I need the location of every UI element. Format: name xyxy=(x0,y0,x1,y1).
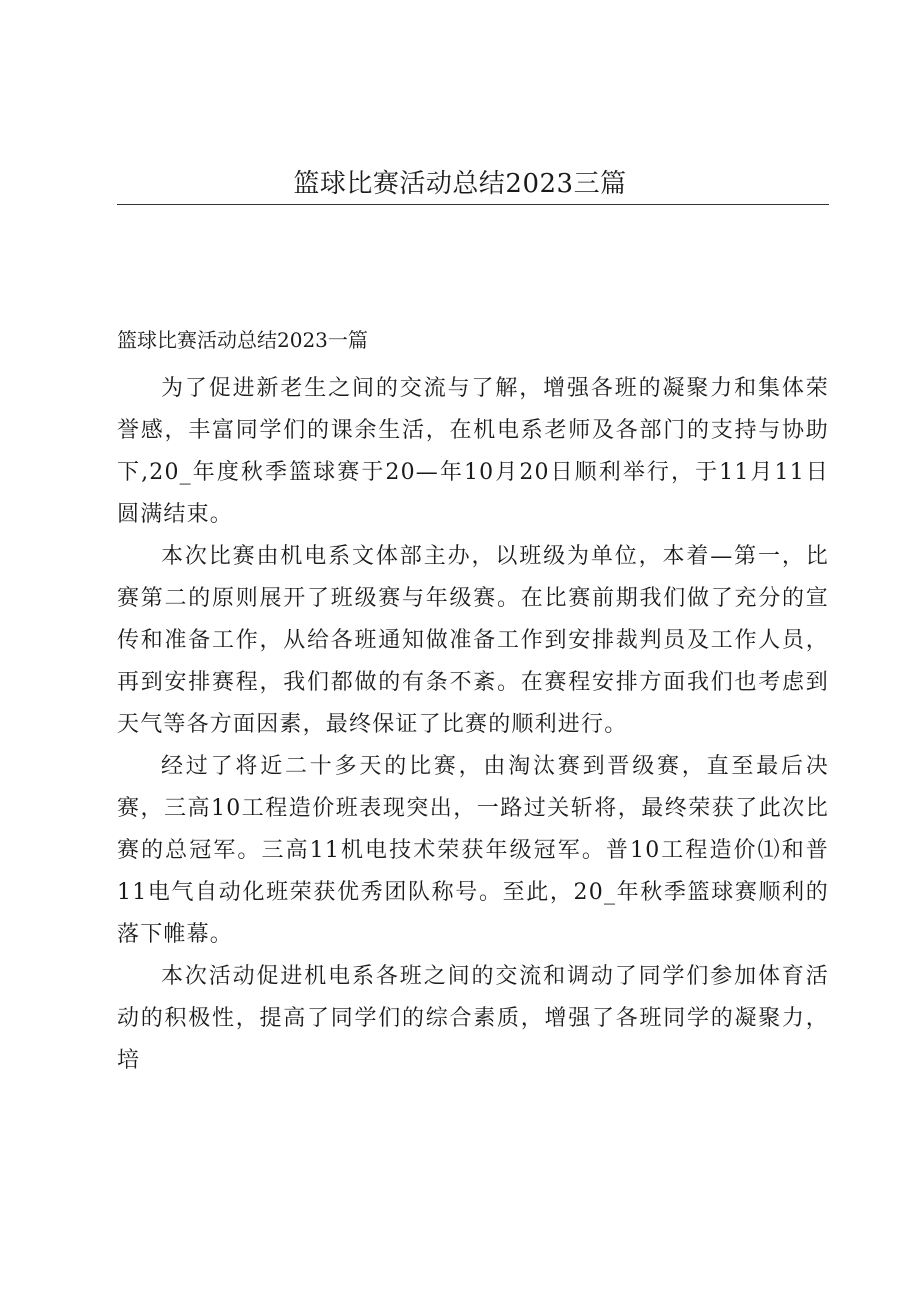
paragraph-3: 经过了将近二十多天的比赛，由淘汰赛到晋级赛，直至最后决赛，三高10工程造价班表现突出，一路过关斩将，最终荣获了此次比赛的总冠军。三高11机电技术荣获年级冠军。普10工程造价⑴和普11电气自动化班荣获优秀团队称号。至此，20_年秋季篮球赛顺利的落下帷幕。 xyxy=(117,754,829,947)
section-heading: 篮球比赛活动总结2023一篇 xyxy=(117,328,368,352)
paragraph-1: 为了促进新老生之间的交流与了解，增强各班的凝聚力和集体荣誉感，丰富同学们的课余生活，在机电系老师及各部门的支持与协助下,20_年度秋季篮球赛于20—年10月20日顺利举行，于11月11日圆满结束。 xyxy=(117,376,829,527)
paragraph-4: 本次活动促进机电系各班之间的交流和调动了同学们参加体育活动的积极性，提高了同学们的综合素质，增强了各班同学的凝聚力，培 xyxy=(117,964,829,1073)
body-text xyxy=(117,368,829,1082)
paragraph-2: 本次比赛由机电系文体部主办，以班级为单位，本着—第一，比赛第二的原则展开了班级赛与年级赛。在比赛前期我们做了充分的宣传和准备工作，从给各班通知做准备工作到安排裁判员及工作人员，再到安排赛程，我们都做的有条不紊。在赛程安排方面我们也考虑到天气等各方面因素，最终保证了比赛的顺利进行。 xyxy=(117,544,829,737)
title-underline xyxy=(117,204,829,205)
document-title: 篮球比赛活动总结2023三篇 xyxy=(293,169,627,199)
